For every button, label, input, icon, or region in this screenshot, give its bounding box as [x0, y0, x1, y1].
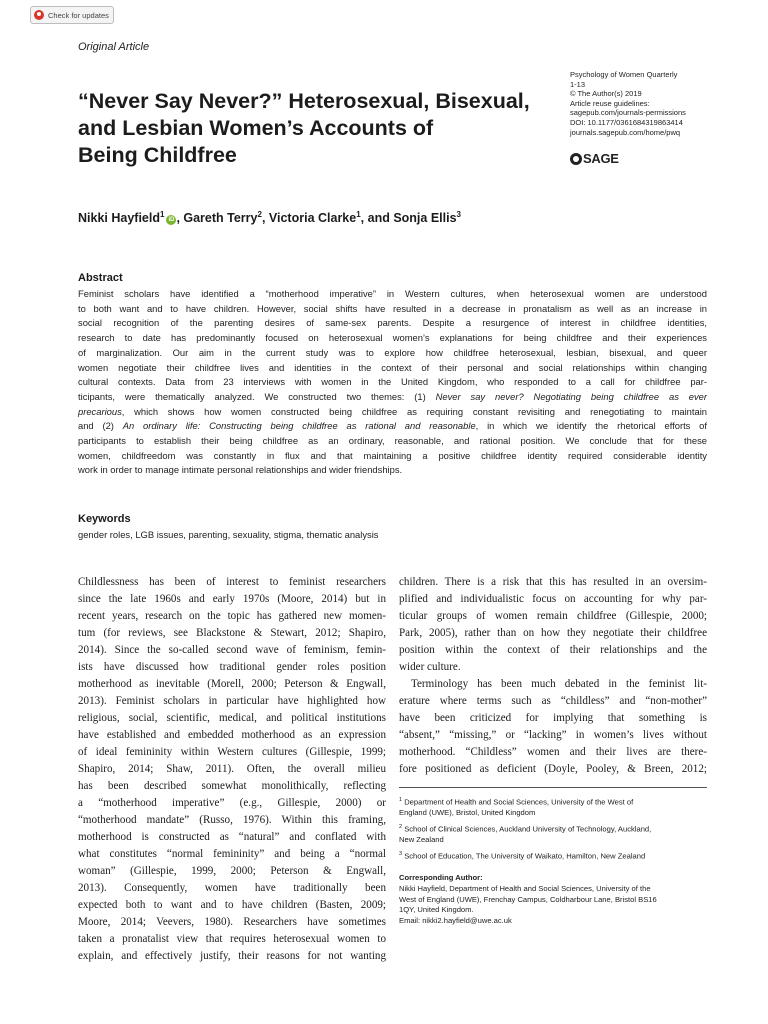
- body-line: “motherhood mandate” (Russo, 1976). Within this framing,: [78, 814, 386, 826]
- abstract-segment: and (2): [78, 420, 123, 432]
- affiliation-marker: 2: [257, 210, 262, 219]
- body-line: Terminology has been much debated in the feminist lit-: [411, 678, 707, 690]
- body-line: position within the context of their relationships and the: [399, 644, 707, 656]
- keywords-list: gender roles, LGB issues, parenting, sexuality, stigma, thematic analysis: [78, 529, 379, 540]
- abstract-line: work in order to manage intimate personal relationships and wider friendships.: [78, 464, 403, 476]
- copyright: © The Author(s) 2019: [570, 89, 642, 99]
- author-name: , and Sonja Ellis: [360, 211, 457, 226]
- abstract-line: participants to establish their being childfree as an ordinary, reasonable, and rational position. We conclude that for these: [78, 435, 707, 447]
- corresponding-author-email[interactable]: Email: nikki2.hayfield@uwe.ac.uk: [399, 916, 512, 926]
- affiliation-marker: 1: [159, 210, 165, 219]
- article-title: [78, 88, 558, 169]
- body-line: motherhood as inevitable (Morell, 2000; Peterson & Engwall,: [78, 678, 386, 690]
- author-name: , Victoria Clarke: [261, 211, 357, 226]
- body-line: taken a pronatalist view that requires heterosexual women to: [78, 933, 386, 945]
- body-line: ticular groups of women remain childfree (Gillespie, 2000;: [399, 610, 707, 622]
- reuse-guidelines: Article reuse guidelines:: [570, 98, 650, 108]
- body-line: motherhood is constructed as “natural” and conflated with: [78, 831, 386, 843]
- body-line: 2014). Since the so-called second wave of feminism, femin-: [78, 644, 386, 656]
- update-icon: [34, 10, 44, 20]
- body-line: “absent,” “missing,” or “lacking” in women’s lives without: [399, 729, 707, 741]
- body-line: Childlessness has been of interest to feminist researchers: [78, 576, 386, 588]
- body-line: erature where terms such as “childless” and “non-mother”: [399, 695, 707, 707]
- body-line: a “motherhood imperative” (e.g., Gillespie, 2000) or: [78, 797, 386, 809]
- article-type: Original Article: [78, 41, 150, 53]
- abstract-line: Feminist scholars have identified a “motherhood imperative” in Western cultures, when heterosexual women are understood: [78, 288, 707, 299]
- abstract-heading: Abstract: [78, 272, 123, 284]
- journal-name: Psychology of Women Quarterly: [570, 70, 678, 79]
- footnote-line: [399, 795, 707, 808]
- abstract-line: [78, 405, 707, 420]
- journal-info: [570, 70, 730, 137]
- abstract-line: cultural contexts. Data from 23 interviews with women in the United Kingdom, who responded to a call for childfree par-: [78, 376, 707, 388]
- title-line: and Lesbian Women’s Accounts of: [78, 116, 434, 140]
- footnote: [399, 822, 707, 846]
- title-line: Being Childfree: [78, 143, 237, 167]
- body-line: motherhood. “Childless” women and their lives are there-: [399, 746, 707, 758]
- author-name: , Gareth Terry: [176, 211, 258, 226]
- body-line: has been described somewhat monolithically, reflecting: [78, 780, 386, 792]
- abstract-segment: ticipants, were thematically analyzed. We constructed two themes: (1): [78, 390, 436, 402]
- abstract-line: women negotiate their childfree lives and identities in the context of their personal and social relationships within changing: [78, 361, 707, 373]
- abstract-line: [78, 419, 707, 434]
- abstract-line: women, childfreedom was constantly in flux and that maintaining a positive childfree identity required considerable identity: [78, 449, 707, 461]
- body-line: Moore, 2014; Veevers, 1980). Researchers have sometimes: [78, 916, 386, 928]
- body-line: plified and individualistic focus on accounting for why par-: [399, 593, 707, 605]
- corresponding-author-heading: Corresponding Author:: [399, 873, 483, 882]
- body-line: religious, social, scientific, medical, and political institutions: [78, 712, 386, 724]
- abstract-line: [78, 390, 707, 405]
- sage-logo: [570, 151, 619, 166]
- abstract-segment: , in which we identify the rhetorical efforts of: [475, 420, 708, 432]
- footnote: [399, 795, 707, 819]
- footnote-text: School of Education, The University of Waikato, Hamilton, New Zealand: [404, 851, 646, 861]
- affiliation-marker: 3: [456, 210, 461, 219]
- body-line: 2013). Consequently, women have traditionally been: [78, 882, 386, 894]
- body-line: ists have discussed how traditional gender roles position: [78, 661, 386, 673]
- footnote: [399, 849, 707, 862]
- journal-home-link[interactable]: journals.sagepub.com/home/pwq: [570, 127, 681, 137]
- title-line: “Never Say Never?” Heterosexual, Bisexual,: [78, 89, 530, 113]
- orcid-icon[interactable]: iD: [168, 217, 175, 224]
- affiliation-marker: 1: [356, 210, 361, 219]
- corresponding-author-line: 1QY, United Kingdom.: [399, 905, 474, 915]
- footnote-number: 1: [399, 797, 403, 803]
- body-line: expected both to want and to have children (Basten, 2009;: [78, 899, 386, 911]
- body-line: since the late 1960s and early 1970s (Moore, 2014) but in: [78, 593, 386, 605]
- body-line: recent years, research on the topic has gathered new momen-: [78, 610, 386, 622]
- publisher-name: SAGE: [583, 151, 619, 166]
- body-line: 2013). Feminist scholars in particular have highlighted how: [78, 695, 386, 707]
- body-line: wider culture.: [399, 661, 461, 673]
- abstract-line: social recognition of the parenting desires of same-sex parents. Despite a resurgence of interest in childfree identities,: [78, 317, 707, 329]
- author-name: Nikki Hayfield: [78, 211, 160, 226]
- body-line: fore positioned as deficient (Doyle, Pooley, & Breen, 2012;: [399, 763, 707, 775]
- abstract-line: to both want and to have children. However, social shifts have resulted in a decrease in pronatalism as well as an increase in: [78, 302, 707, 314]
- body-line: have established and embedded motherhood as an expression: [78, 729, 386, 741]
- body-line: of ideal femininity within Western cultures (Gillespie, 1999;: [78, 746, 386, 758]
- theme-one-title: Never say never? Negotiating being childfree as ever: [435, 390, 708, 402]
- page-range: 1-13: [570, 79, 586, 89]
- abstract-text: [78, 287, 707, 478]
- corresponding-author: [399, 873, 707, 927]
- footnote-text: Department of Health and Social Sciences, University of the West of: [404, 797, 634, 807]
- keywords-heading: Keywords: [78, 513, 131, 525]
- body-column-right: [399, 574, 707, 778]
- body-line: tum (for reviews, see Blackstone & Stewart, 2012; Shapiro,: [78, 627, 386, 639]
- author-list: [78, 210, 461, 225]
- body-line: have been criticized for implying that something is: [399, 712, 707, 724]
- doi[interactable]: DOI: 10.1177/0361684319863414: [570, 117, 683, 127]
- footnote-number: 3: [399, 851, 403, 858]
- abstract-line: research to date has predominantly focused on heterosexual women’s explanations for being childfree and their experiences: [78, 332, 707, 344]
- corresponding-author-line: West of England (UWE), Frenchay Campus, Coldharbour Lane, Bristol BS16: [399, 894, 657, 904]
- footnote-line: New Zealand: [399, 835, 444, 845]
- corresponding-author-line: Nikki Hayfield, Department of Health and Social Sciences, University of the: [399, 883, 651, 893]
- footnote-line: England (UWE), Bristol, United Kingdom: [399, 808, 536, 818]
- check-for-updates-badge[interactable]: [30, 6, 114, 24]
- footnote-number: 2: [399, 824, 403, 831]
- permissions-link[interactable]: sagepub.com/journals-permissions: [570, 108, 686, 118]
- body-line: children. There is a risk that this has resulted in an oversim-: [399, 576, 707, 588]
- abstract-line: of marginalization. Our aim in the current study was to explore how childfree heterosexual, lesbian, bisexual, and queer: [78, 346, 707, 358]
- body-line: what constitutes “normal femininity” and being a “normal: [78, 848, 386, 860]
- theme-two-title: An ordinary life: Constructing being childfree as rational and reasonable: [122, 420, 476, 432]
- footnote-text: School of Clinical Sciences, Auckland University of Technology, Auckland,: [404, 824, 652, 834]
- body-line: Shapiro, 2014; Shaw, 2011). Often, the overall milieu: [78, 763, 386, 775]
- affiliation-footnotes: [399, 795, 707, 866]
- body-line: explain, and effectively justify, their reasons for not wanting: [78, 950, 386, 962]
- body-line: woman” (Gillespie, 1999, 2000; Peterson & Engwall,: [78, 865, 386, 877]
- footnote-line: [399, 822, 707, 835]
- footnote-line: [399, 849, 707, 862]
- abstract-segment: , which shows how women constructed being childfree as requiring constant revisiting and renegotiating to maintain: [121, 405, 707, 417]
- footnote-divider: [399, 787, 707, 788]
- body-column-left: [78, 574, 386, 965]
- check-for-updates-label: Check for updates: [48, 10, 109, 20]
- theme-one-title-end: precarious: [78, 405, 122, 417]
- body-line: Park, 2005), rather than on how they negotiate their childfree: [399, 627, 707, 639]
- sage-logo-icon: [570, 153, 582, 165]
